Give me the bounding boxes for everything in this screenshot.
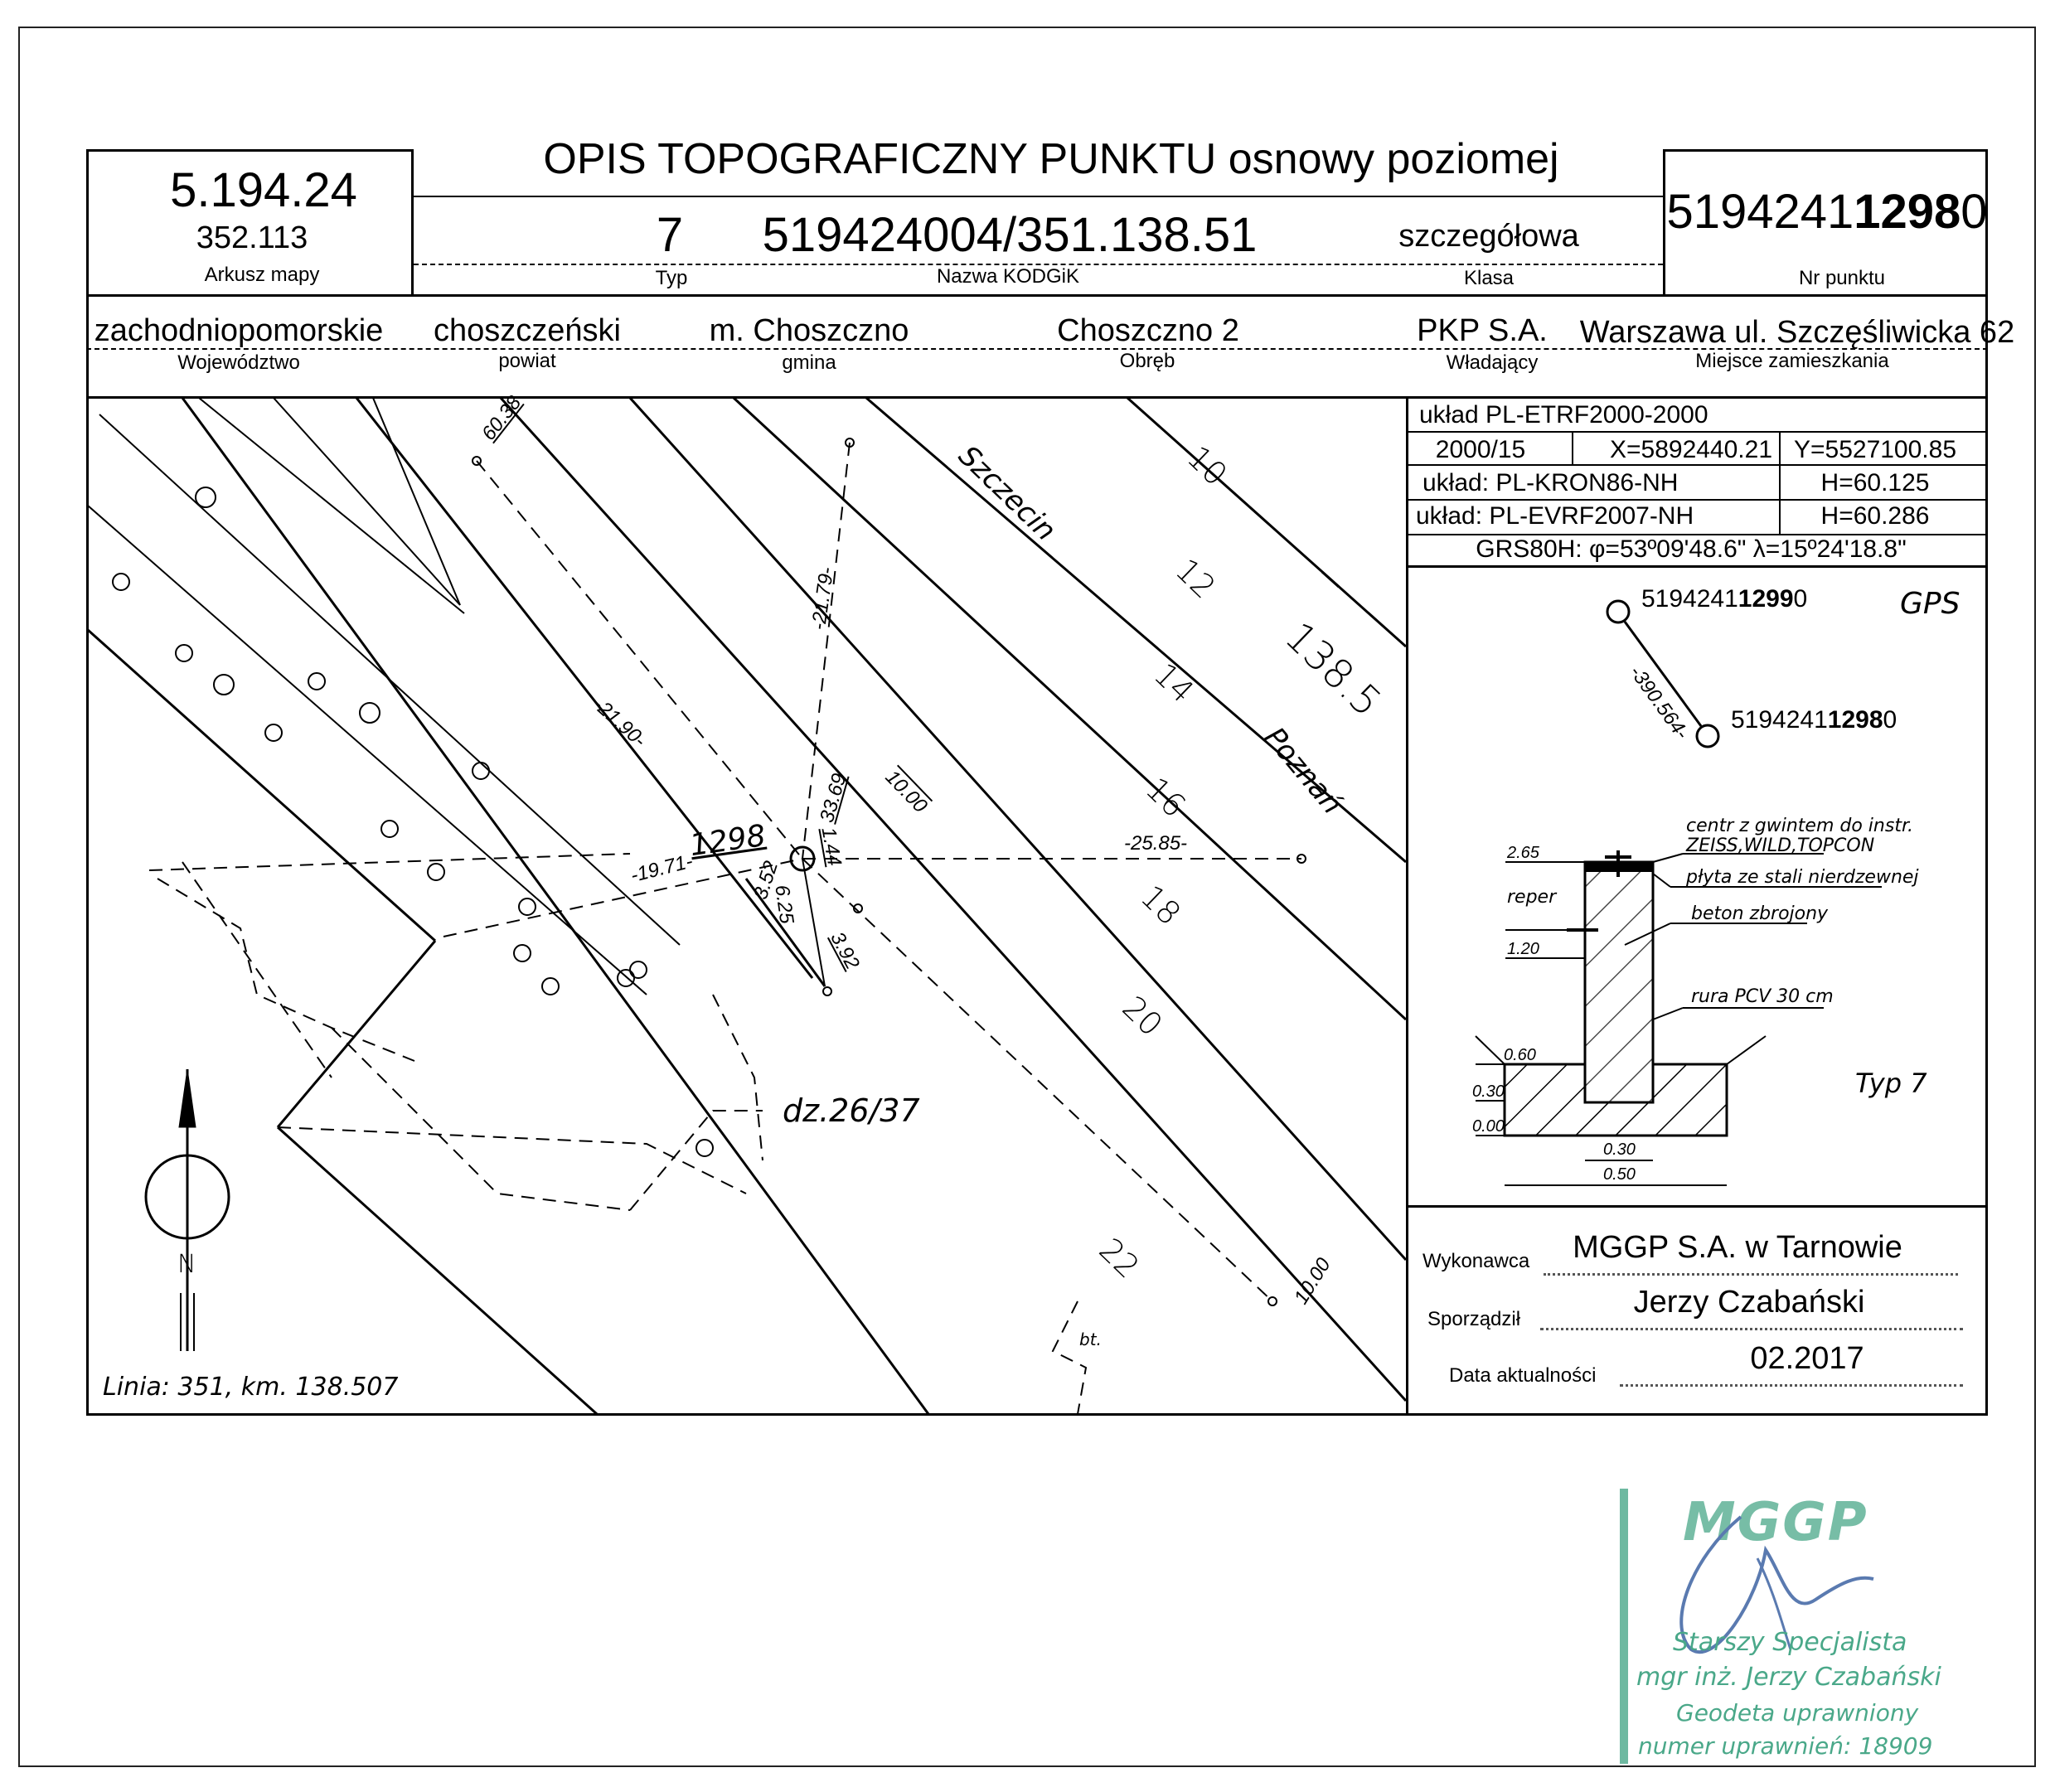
sheet-code: 352.113 — [196, 220, 308, 255]
coord-system2: układ: PL-KRON86-NH — [1423, 469, 1679, 496]
coord-y: Y=5527100.85 — [1793, 436, 1957, 463]
map-tick-12: 12 — [1168, 551, 1223, 606]
map-d1971: -19.71- — [628, 850, 696, 888]
map-d2179: -21.79- — [807, 565, 839, 632]
footer-data: 02.2017 — [1750, 1341, 1864, 1376]
map-d2585: -25.85- — [1124, 832, 1188, 855]
map-d3369: 33.69 — [816, 771, 851, 826]
coord-grs: GRS80H: φ=53º09'48.6" λ=15º24'18.8" — [1476, 535, 1907, 563]
stamp-line1: Starszy Specjalista — [1673, 1628, 1907, 1657]
map-d2190: -21.90- — [588, 693, 651, 752]
class-label: Klasa — [1463, 267, 1515, 289]
kodgik-value: 519424004/351.138.51 — [762, 208, 1258, 262]
section-d060: 0.60 — [1504, 1046, 1536, 1064]
map-tick-18: 18 — [1133, 878, 1188, 932]
map-d352: 3.52 — [749, 858, 783, 903]
admin-precinct-label: Obręb — [1119, 350, 1175, 372]
admin-commune: m. Choszczno — [709, 313, 909, 348]
footer-sporzadzil: Jerzy Czabański — [1633, 1285, 1865, 1320]
admin-address: Warszawa ul. Szczęśliwicka 62 — [1579, 315, 2015, 350]
kodgik-label: Nazwa KODGiK — [936, 265, 1080, 288]
gps-p2-suffix: 0 — [1883, 706, 1897, 734]
map-line-label: Linia: 351, km. 138.507 — [103, 1373, 399, 1402]
admin-owner-label: Władający — [1446, 351, 1539, 374]
map-d392: 3.92 — [826, 928, 864, 973]
section-plyta: płyta ze stali nierdzewnej — [1686, 867, 1919, 888]
stamp-logo: MGGP — [1683, 1492, 1868, 1553]
admin-county: choszczeński — [434, 313, 621, 348]
coord-x: X=5892440.21 — [1609, 436, 1773, 463]
map-d144: 1.44 — [817, 826, 846, 868]
type-value: 7 — [656, 208, 684, 262]
class-value: szczegółowa — [1398, 219, 1579, 254]
point-suffix: 0 — [1960, 185, 1988, 239]
gps-p2-bold: 1298 — [1827, 706, 1883, 734]
map-tick-16: 16 — [1138, 770, 1193, 825]
admin-commune-label: gmina — [782, 351, 836, 374]
map-poznan: Poznań — [1258, 721, 1350, 821]
admin-address-label: Miejsce zamieszkania — [1695, 350, 1889, 372]
admin-voivodeship-label: Województwo — [177, 351, 300, 374]
section-rura: rura PCV 30 cm — [1691, 986, 1834, 1007]
section-d000: 0.00 — [1472, 1117, 1505, 1136]
section-centr1: centr z gwintem do instr. — [1686, 816, 1913, 836]
point-label: Nr punktu — [1798, 267, 1886, 289]
gps-p1-prefix: 5194241 — [1641, 585, 1738, 613]
stamp-line3: Geodeta uprawniony — [1676, 1699, 1919, 1727]
footer-wykonawca-label: Wykonawca — [1423, 1250, 1530, 1272]
map-szczecin: Szczecin — [952, 439, 1063, 548]
point-bold: 1298 — [1854, 185, 1961, 239]
map-tick-22: 22 — [1092, 1231, 1146, 1286]
page-title: OPIS TOPOGRAFICZNY PUNKTU osnowy poziomej — [543, 135, 1559, 183]
sheet-label: Arkusz mapy — [204, 264, 320, 286]
sheet-number: 5.194.24 — [170, 163, 357, 217]
gps-distance: -390.564- — [1625, 661, 1694, 743]
gps-label: GPS — [1900, 587, 1960, 621]
coord-zone: 2000/15 — [1435, 436, 1526, 463]
map-tick-20: 20 — [1115, 989, 1170, 1044]
map-d1000b: 10.00 — [1290, 1254, 1335, 1309]
section-type: Typ 7 — [1855, 1068, 1927, 1099]
admin-precinct: Choszczno 2 — [1057, 313, 1239, 348]
section-d120: 1.20 — [1507, 940, 1539, 958]
footer-wykonawca: MGGP S.A. w Tarnowie — [1573, 1230, 1902, 1265]
admin-county-label: powiat — [498, 350, 556, 372]
coord-h2: H=60.286 — [1820, 502, 1930, 530]
map-tick-10: 10 — [1180, 438, 1234, 493]
point-prefix: 5194241 — [1666, 185, 1854, 239]
section-w050: 0.50 — [1603, 1165, 1636, 1184]
map-tick-14: 14 — [1146, 656, 1201, 710]
footer-data-label: Data aktualności — [1449, 1364, 1597, 1387]
stamp-line2: mgr inż. Jerzy Czabański — [1636, 1663, 1941, 1692]
type-label: Typ — [655, 267, 688, 289]
gps-p2-prefix: 5194241 — [1731, 706, 1828, 734]
section-reper: reper — [1507, 887, 1557, 908]
footer-sporzadzil-label: Sporządził — [1427, 1308, 1521, 1330]
map-d1000a: 10.00 — [880, 766, 932, 817]
section-beton: beton zbrojony — [1691, 903, 1829, 924]
coord-system3: układ: PL-EVRF2007-NH — [1416, 502, 1694, 530]
map-parcel: dz.26/37 — [783, 1092, 920, 1129]
admin-voivodeship: zachodniopomorskie — [94, 313, 384, 348]
map-d6038: 60.38 — [477, 391, 526, 445]
stamp-line4: numer uprawnień: 18909 — [1638, 1732, 1933, 1760]
north-icon: N — [177, 1250, 196, 1279]
coord-system1: układ PL-ETRF2000-2000 — [1419, 401, 1708, 429]
map-point-label: 1298 — [687, 818, 768, 864]
admin-owner: PKP S.A. — [1417, 313, 1548, 348]
gps-p1-bold: 1299 — [1738, 585, 1794, 613]
section-w030: 0.30 — [1603, 1141, 1636, 1159]
section-centr2: ZEISS,WILD,TOPCON — [1686, 835, 1875, 856]
coord-h1: H=60.125 — [1820, 469, 1930, 496]
section-d265: 2.65 — [1507, 844, 1539, 862]
gps-p1-suffix: 0 — [1793, 585, 1808, 613]
map-bt: bt. — [1079, 1329, 1102, 1349]
map-km: 138.5 — [1276, 613, 1390, 726]
section-d030: 0.30 — [1472, 1082, 1505, 1101]
map-d625: 6.25 — [770, 884, 798, 926]
